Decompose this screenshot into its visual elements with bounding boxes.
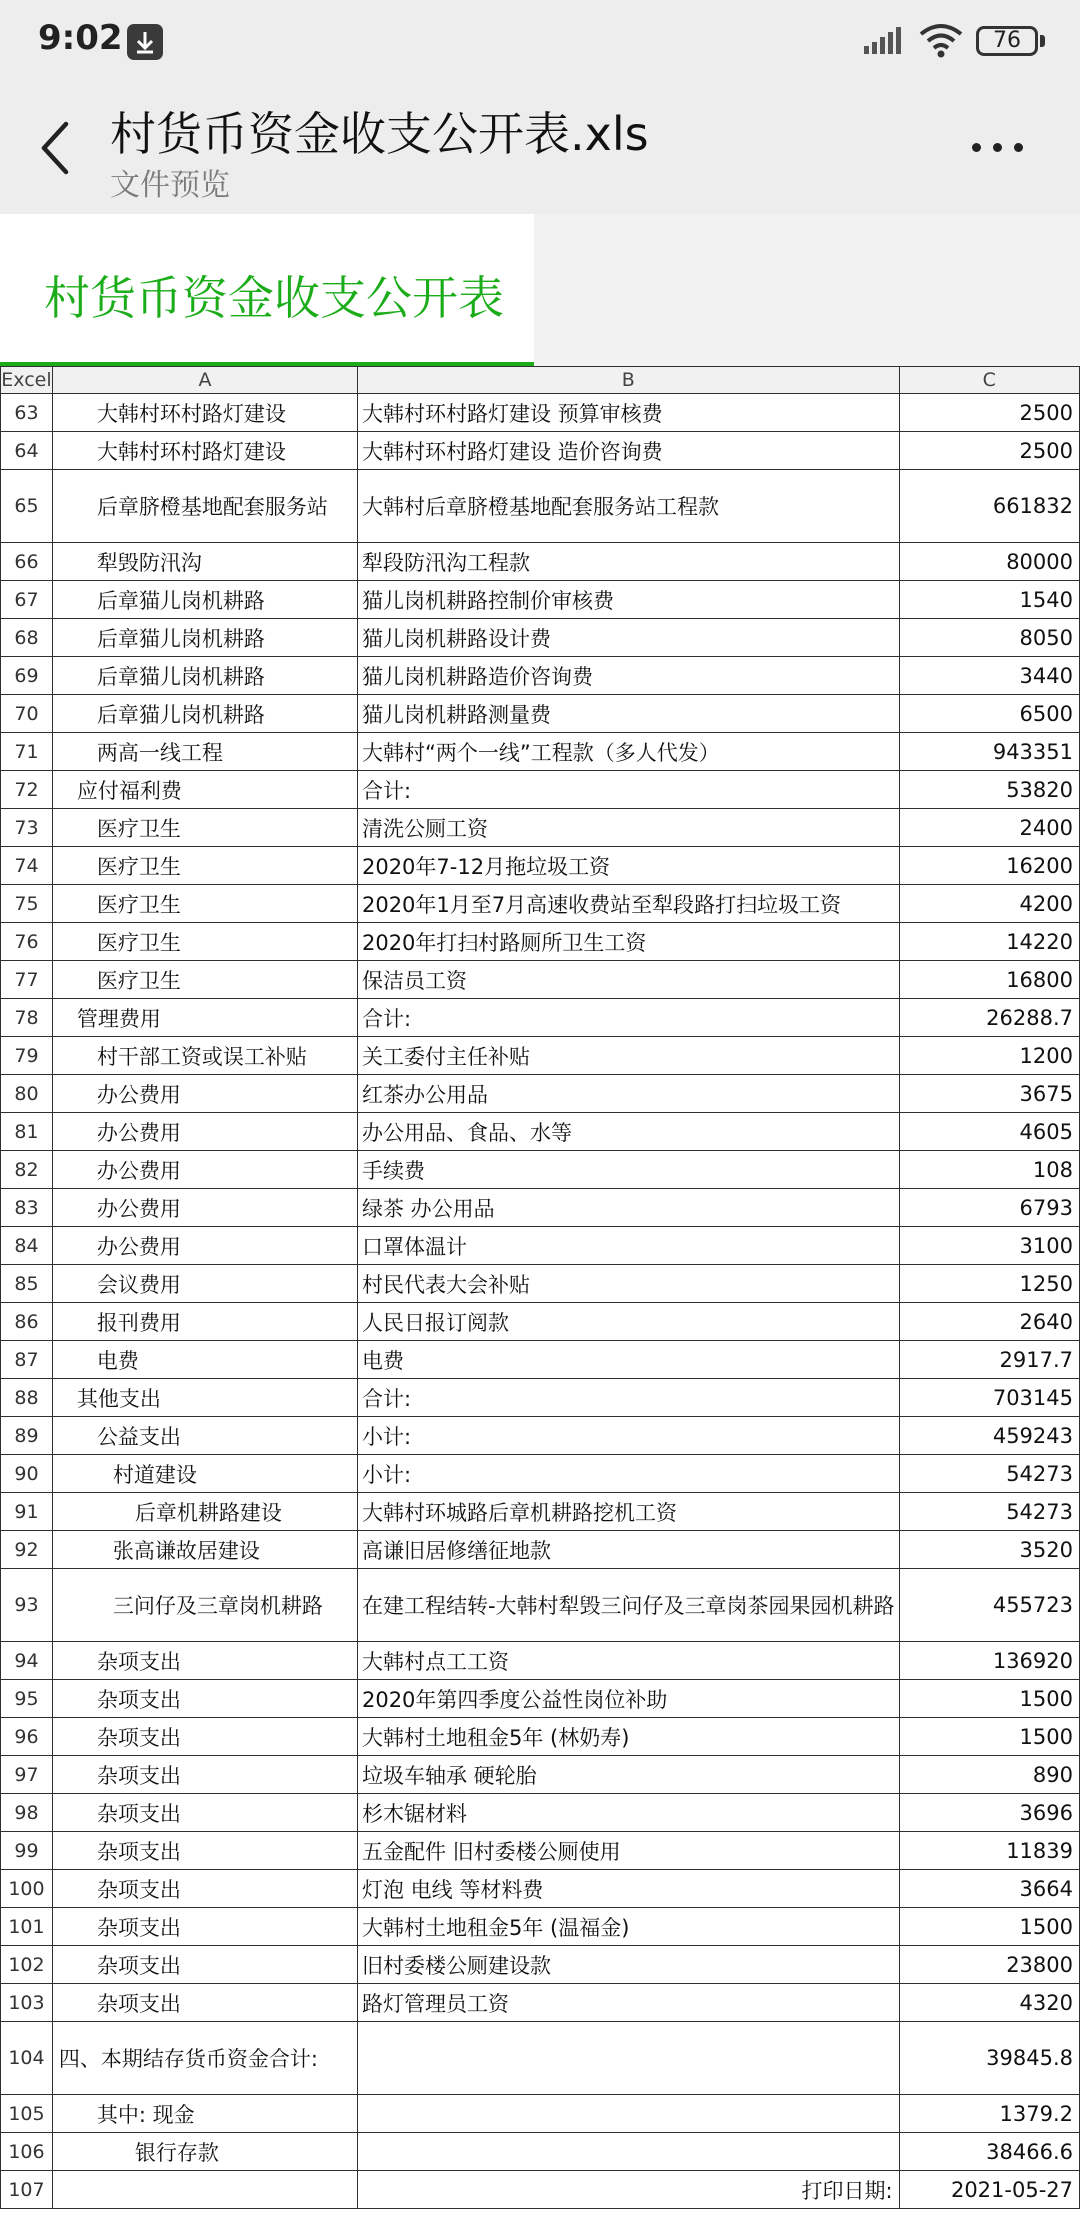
row-number[interactable]: 83 <box>1 1189 53 1227</box>
row-number[interactable]: 94 <box>1 1642 53 1680</box>
cell-b[interactable]: 猫儿岗机耕路控制价审核费 <box>357 581 899 619</box>
row-number[interactable]: 84 <box>1 1227 53 1265</box>
cell-c[interactable]: 108 <box>899 1151 1079 1189</box>
cell-c[interactable]: 3100 <box>899 1227 1079 1265</box>
column-header-row <box>1 367 1080 394</box>
cell-a[interactable]: 办公费用 <box>52 1227 357 1265</box>
table-row <box>1 394 1080 432</box>
cell-a[interactable]: 杂项支出 <box>52 1946 357 1984</box>
cell-a[interactable]: 办公费用 <box>52 1151 357 1189</box>
corner-cell[interactable]: Excel <box>1 367 53 394</box>
cell-c[interactable]: 1500 <box>899 1908 1079 1946</box>
table-row <box>1 847 1080 885</box>
cell-a[interactable] <box>52 2171 357 2209</box>
cell-a[interactable]: 办公费用 <box>52 1113 357 1151</box>
spreadsheet-grid[interactable] <box>0 366 1080 2238</box>
cell-b[interactable]: 大韩村环村路灯建设 预算审核费 <box>357 394 899 432</box>
cell-b[interactable]: 大韩村环村路灯建设 造价咨询费 <box>357 432 899 470</box>
cell-a[interactable]: 办公费用 <box>52 1189 357 1227</box>
cell-b[interactable]: 大韩村“两个一线”工程款（多人代发） <box>357 733 899 771</box>
cell-a[interactable]: 医疗卫生 <box>52 847 357 885</box>
row-number[interactable]: 99 <box>1 1832 53 1870</box>
cell-b[interactable] <box>357 2095 899 2133</box>
cell-c[interactable]: 2917.7 <box>899 1341 1079 1379</box>
table-row <box>1 1680 1080 1718</box>
row-number[interactable]: 100 <box>1 1870 53 1908</box>
cell-c[interactable]: 4320 <box>899 1984 1079 2022</box>
cell-a[interactable]: 公益支出 <box>52 1417 357 1455</box>
table-row <box>1 809 1080 847</box>
table-row <box>1 1303 1080 1341</box>
cell-b[interactable]: 大韩村点工工资 <box>357 1642 899 1680</box>
row-number[interactable]: 65 <box>1 470 53 543</box>
cell-b[interactable]: 合计: <box>357 999 899 1037</box>
cell-b[interactable]: 红茶办公用品 <box>357 1075 899 1113</box>
cell-c[interactable]: 3520 <box>899 1531 1079 1569</box>
table-row <box>1 1794 1080 1832</box>
row-number[interactable]: 75 <box>1 885 53 923</box>
cell-c[interactable]: 4200 <box>899 885 1079 923</box>
cell-c[interactable]: 136920 <box>899 1642 1079 1680</box>
table-row <box>1 1832 1080 1870</box>
cell-a[interactable]: 杂项支出 <box>52 1984 357 2022</box>
row-number[interactable]: 90 <box>1 1455 53 1493</box>
cell-a[interactable]: 杂项支出 <box>52 1832 357 1870</box>
row-number[interactable]: 74 <box>1 847 53 885</box>
cell-a[interactable]: 其他支出 <box>52 1379 357 1417</box>
cell-c[interactable]: 53820 <box>899 771 1079 809</box>
table-row <box>1 2095 1080 2133</box>
row-number[interactable]: 67 <box>1 581 53 619</box>
cell-c[interactable]: 459243 <box>899 1417 1079 1455</box>
cell-b[interactable]: 灯泡 电线 等材料费 <box>357 1870 899 1908</box>
table-row <box>1 1569 1080 1642</box>
cell-c[interactable]: 16200 <box>899 847 1079 885</box>
row-number[interactable]: 92 <box>1 1531 53 1569</box>
table-row <box>1 432 1080 470</box>
title-bar <box>0 80 1080 214</box>
row-number[interactable]: 87 <box>1 1341 53 1379</box>
table-row <box>1 470 1080 543</box>
row-number[interactable]: 101 <box>1 1908 53 1946</box>
more-options-icon[interactable] <box>968 132 1028 162</box>
row-number[interactable]: 102 <box>1 1946 53 1984</box>
cell-a[interactable]: 会议费用 <box>52 1265 357 1303</box>
cell-a[interactable]: 办公费用 <box>52 1075 357 1113</box>
cell-b[interactable]: 电费 <box>357 1341 899 1379</box>
cell-b[interactable]: 旧村委楼公厕建设款 <box>357 1946 899 1984</box>
cell-b[interactable]: 杉木锯材料 <box>357 1794 899 1832</box>
row-number[interactable]: 68 <box>1 619 53 657</box>
row-number[interactable]: 89 <box>1 1417 53 1455</box>
cell-a[interactable]: 杂项支出 <box>52 1642 357 1680</box>
table-row <box>1 1037 1080 1075</box>
cell-c[interactable]: 38466.6 <box>899 2133 1079 2171</box>
cell-a[interactable]: 村道建设 <box>52 1455 357 1493</box>
cell-c[interactable]: 2500 <box>899 394 1079 432</box>
row-number[interactable]: 106 <box>1 2133 53 2171</box>
cell-b[interactable]: 办公用品、食品、水等 <box>357 1113 899 1151</box>
table-row <box>1 1341 1080 1379</box>
cell-c[interactable]: 890 <box>899 1756 1079 1794</box>
table-row <box>1 999 1080 1037</box>
table-row <box>1 1189 1080 1227</box>
table-row <box>1 2171 1080 2209</box>
row-number[interactable]: 72 <box>1 771 53 809</box>
cell-b[interactable]: 绿茶 办公用品 <box>357 1189 899 1227</box>
cell-c[interactable]: 23800 <box>899 1946 1079 1984</box>
cell-b[interactable]: 猫儿岗机耕路造价咨询费 <box>357 657 899 695</box>
table-row <box>1 2133 1080 2171</box>
cell-c[interactable]: 4605 <box>899 1113 1079 1151</box>
table-row <box>1 1908 1080 1946</box>
cell-c[interactable]: 1200 <box>899 1037 1079 1075</box>
cell-b[interactable]: 合计: <box>357 771 899 809</box>
download-icon <box>127 24 163 60</box>
table-row <box>1 1493 1080 1531</box>
cell-a[interactable]: 杂项支出 <box>52 1756 357 1794</box>
cell-a[interactable]: 三问仔及三章岗机耕路 <box>52 1569 357 1642</box>
cell-b[interactable]: 清洗公厕工资 <box>357 809 899 847</box>
cell-c[interactable]: 54273 <box>899 1493 1079 1531</box>
cell-c[interactable]: 2640 <box>899 1303 1079 1341</box>
cell-c[interactable]: 1500 <box>899 1680 1079 1718</box>
cell-a[interactable]: 电费 <box>52 1341 357 1379</box>
cell-a[interactable]: 两高一线工程 <box>52 733 357 771</box>
row-number[interactable]: 82 <box>1 1151 53 1189</box>
table-row <box>1 1531 1080 1569</box>
signal-icon <box>862 26 908 56</box>
cell-b[interactable]: 大韩村环城路后章机耕路挖机工资 <box>357 1493 899 1531</box>
cell-a[interactable]: 银行存款 <box>52 2133 357 2171</box>
row-number[interactable]: 105 <box>1 2095 53 2133</box>
cell-b[interactable]: 村民代表大会补贴 <box>357 1265 899 1303</box>
column-header-b[interactable]: B <box>357 367 899 394</box>
status-bar <box>0 0 1080 80</box>
cell-b[interactable]: 高谦旧居修缮征地款 <box>357 1531 899 1569</box>
cell-b[interactable]: 人民日报订阅款 <box>357 1303 899 1341</box>
cell-b[interactable] <box>357 2022 899 2095</box>
back-arrow-icon[interactable] <box>34 118 80 178</box>
cell-c[interactable]: 1500 <box>899 1718 1079 1756</box>
file-title: 村货币资金收支公开表.xls <box>110 107 649 161</box>
table-row <box>1 1113 1080 1151</box>
cell-c[interactable]: 1379.2 <box>899 2095 1079 2133</box>
cell-a[interactable]: 杂项支出 <box>52 1908 357 1946</box>
cell-c[interactable]: 39845.8 <box>899 2022 1079 2095</box>
cell-b[interactable]: 大韩村土地租金5年 (温福金) <box>357 1908 899 1946</box>
row-number[interactable]: 69 <box>1 657 53 695</box>
cell-a[interactable]: 后章脐橙基地配套服务站 <box>52 470 357 543</box>
row-number[interactable]: 73 <box>1 809 53 847</box>
row-number[interactable]: 88 <box>1 1379 53 1417</box>
row-number[interactable]: 80 <box>1 1075 53 1113</box>
table-row <box>1 1756 1080 1794</box>
table-row <box>1 695 1080 733</box>
row-number[interactable]: 96 <box>1 1718 53 1756</box>
cell-c[interactable]: 14220 <box>899 923 1079 961</box>
cell-c[interactable]: 2021-05-27 <box>899 2171 1079 2209</box>
row-number[interactable]: 98 <box>1 1794 53 1832</box>
table-row <box>1 581 1080 619</box>
cell-a[interactable]: 报刊费用 <box>52 1303 357 1341</box>
wifi-icon <box>918 22 964 58</box>
cell-c[interactable]: 8050 <box>899 619 1079 657</box>
table-row <box>1 1151 1080 1189</box>
table-row <box>1 1642 1080 1680</box>
cell-b[interactable]: 路灯管理员工资 <box>357 1984 899 2022</box>
cell-c[interactable]: 455723 <box>899 1569 1079 1642</box>
table-row <box>1 885 1080 923</box>
cell-a[interactable]: 村干部工资或误工补贴 <box>52 1037 357 1075</box>
cell-a[interactable]: 四、本期结存货币资金合计: <box>52 2022 357 2095</box>
cell-a[interactable]: 其中: 现金 <box>52 2095 357 2133</box>
table-row <box>1 1379 1080 1417</box>
table-row <box>1 923 1080 961</box>
cell-c[interactable]: 1250 <box>899 1265 1079 1303</box>
cell-a[interactable]: 医疗卫生 <box>52 809 357 847</box>
cell-c[interactable]: 16800 <box>899 961 1079 999</box>
row-number[interactable]: 86 <box>1 1303 53 1341</box>
cell-b[interactable]: 合计: <box>357 1379 899 1417</box>
table-row <box>1 1455 1080 1493</box>
cell-c[interactable]: 3440 <box>899 657 1079 695</box>
cell-a[interactable]: 管理费用 <box>52 999 357 1037</box>
cell-a[interactable]: 医疗卫生 <box>52 961 357 999</box>
cell-c[interactable]: 703145 <box>899 1379 1079 1417</box>
cell-c[interactable]: 661832 <box>899 470 1079 543</box>
cell-b[interactable]: 2020年第四季度公益性岗位补助 <box>357 1680 899 1718</box>
battery-icon: 76 <box>976 26 1038 56</box>
cell-a[interactable]: 应付福利费 <box>52 771 357 809</box>
cell-a[interactable]: 杂项支出 <box>52 1870 357 1908</box>
row-number[interactable]: 93 <box>1 1569 53 1642</box>
cell-a[interactable]: 后章猫儿岗机耕路 <box>52 581 357 619</box>
cell-b[interactable]: 口罩体温计 <box>357 1227 899 1265</box>
cell-b[interactable] <box>357 2133 899 2171</box>
cell-c[interactable]: 6500 <box>899 695 1079 733</box>
battery-tip <box>1040 35 1045 47</box>
cell-c[interactable]: 3664 <box>899 1870 1079 1908</box>
cell-b[interactable]: 猫儿岗机耕路设计费 <box>357 619 899 657</box>
row-number[interactable]: 78 <box>1 999 53 1037</box>
cell-b[interactable]: 2020年打扫村路厕所卫生工资 <box>357 923 899 961</box>
row-number[interactable]: 71 <box>1 733 53 771</box>
row-number[interactable]: 103 <box>1 1984 53 2022</box>
cell-a[interactable]: 后章猫儿岗机耕路 <box>52 657 357 695</box>
cell-a[interactable]: 大韩村环村路灯建设 <box>52 432 357 470</box>
row-number[interactable]: 81 <box>1 1113 53 1151</box>
cell-a[interactable]: 杂项支出 <box>52 1718 357 1756</box>
sheet-tab-active[interactable] <box>0 214 534 368</box>
file-subtitle: 文件预览 <box>110 168 230 203</box>
cell-b[interactable]: 小计: <box>357 1417 899 1455</box>
table-row <box>1 1870 1080 1908</box>
cell-c[interactable]: 1540 <box>899 581 1079 619</box>
cell-a[interactable]: 犁毁防汛沟 <box>52 543 357 581</box>
cell-c[interactable]: 2400 <box>899 809 1079 847</box>
sheet-tab-label: 村货币资金收支公开表 <box>44 271 504 325</box>
cell-c[interactable]: 80000 <box>899 543 1079 581</box>
table-row <box>1 1227 1080 1265</box>
column-header-a[interactable]: A <box>52 367 357 394</box>
cell-b[interactable]: 手续费 <box>357 1151 899 1189</box>
row-number[interactable]: 70 <box>1 695 53 733</box>
row-number[interactable]: 97 <box>1 1756 53 1794</box>
row-number[interactable]: 85 <box>1 1265 53 1303</box>
cell-b[interactable]: 在建工程结转-大韩村犁毁三问仔及三章岗茶园果园机耕路 <box>357 1569 899 1642</box>
table-row <box>1 771 1080 809</box>
table-row <box>1 619 1080 657</box>
table-row <box>1 1718 1080 1756</box>
table-row <box>1 1946 1080 1984</box>
cell-c[interactable]: 54273 <box>899 1455 1079 1493</box>
cell-a[interactable]: 后章机耕路建设 <box>52 1493 357 1531</box>
row-number[interactable]: 77 <box>1 961 53 999</box>
cell-b[interactable]: 大韩村后章脐橙基地配套服务站工程款 <box>357 470 899 543</box>
table-row <box>1 1075 1080 1113</box>
cell-c[interactable]: 2500 <box>899 432 1079 470</box>
row-number[interactable]: 104 <box>1 2022 53 2095</box>
cell-c[interactable]: 11839 <box>899 1832 1079 1870</box>
row-number[interactable]: 64 <box>1 432 53 470</box>
cell-b[interactable]: 大韩村土地租金5年 (林奶寿) <box>357 1718 899 1756</box>
cell-b[interactable]: 打印日期: <box>357 2171 899 2209</box>
cell-b[interactable]: 2020年7-12月拖垃圾工资 <box>357 847 899 885</box>
cell-a[interactable]: 张高谦故居建设 <box>52 1531 357 1569</box>
cell-c[interactable]: 3696 <box>899 1794 1079 1832</box>
cell-b[interactable]: 猫儿岗机耕路测量费 <box>357 695 899 733</box>
row-number[interactable]: 63 <box>1 394 53 432</box>
cell-b[interactable]: 五金配件 旧村委楼公厕使用 <box>357 1832 899 1870</box>
cell-a[interactable]: 医疗卫生 <box>52 885 357 923</box>
cell-a[interactable]: 杂项支出 <box>52 1794 357 1832</box>
cell-a[interactable]: 杂项支出 <box>52 1680 357 1718</box>
cell-a[interactable]: 大韩村环村路灯建设 <box>52 394 357 432</box>
sheet-tab-bar <box>0 214 1080 366</box>
cell-c[interactable]: 6793 <box>899 1189 1079 1227</box>
table-row <box>1 1984 1080 2022</box>
row-number[interactable]: 66 <box>1 543 53 581</box>
cell-c[interactable]: 943351 <box>899 733 1079 771</box>
column-header-c[interactable]: C <box>899 367 1079 394</box>
cell-b[interactable]: 2020年1月至7月高速收费站至犁段路打扫垃圾工资 <box>357 885 899 923</box>
row-number[interactable]: 91 <box>1 1493 53 1531</box>
cell-b[interactable]: 保洁员工资 <box>357 961 899 999</box>
table-row <box>1 733 1080 771</box>
table-row <box>1 657 1080 695</box>
cell-b[interactable]: 垃圾车轴承 硬轮胎 <box>357 1756 899 1794</box>
row-number[interactable]: 79 <box>1 1037 53 1075</box>
table-row <box>1 2022 1080 2095</box>
row-number[interactable]: 76 <box>1 923 53 961</box>
table-row <box>1 1265 1080 1303</box>
row-number[interactable]: 95 <box>1 1680 53 1718</box>
cell-a[interactable]: 医疗卫生 <box>52 923 357 961</box>
cell-a[interactable]: 后章猫儿岗机耕路 <box>52 619 357 657</box>
cell-a[interactable]: 后章猫儿岗机耕路 <box>52 695 357 733</box>
cell-b[interactable]: 小计: <box>357 1455 899 1493</box>
table-row <box>1 1417 1080 1455</box>
row-number[interactable]: 107 <box>1 2171 53 2209</box>
cell-c[interactable]: 26288.7 <box>899 999 1079 1037</box>
cell-c[interactable]: 3675 <box>899 1075 1079 1113</box>
cell-b[interactable]: 犁段防汛沟工程款 <box>357 543 899 581</box>
spreadsheet-table <box>0 366 1080 2209</box>
table-row <box>1 961 1080 999</box>
table-row <box>1 543 1080 581</box>
status-time: 9:02 <box>38 18 123 58</box>
cell-b[interactable]: 关工委付主任补贴 <box>357 1037 899 1075</box>
